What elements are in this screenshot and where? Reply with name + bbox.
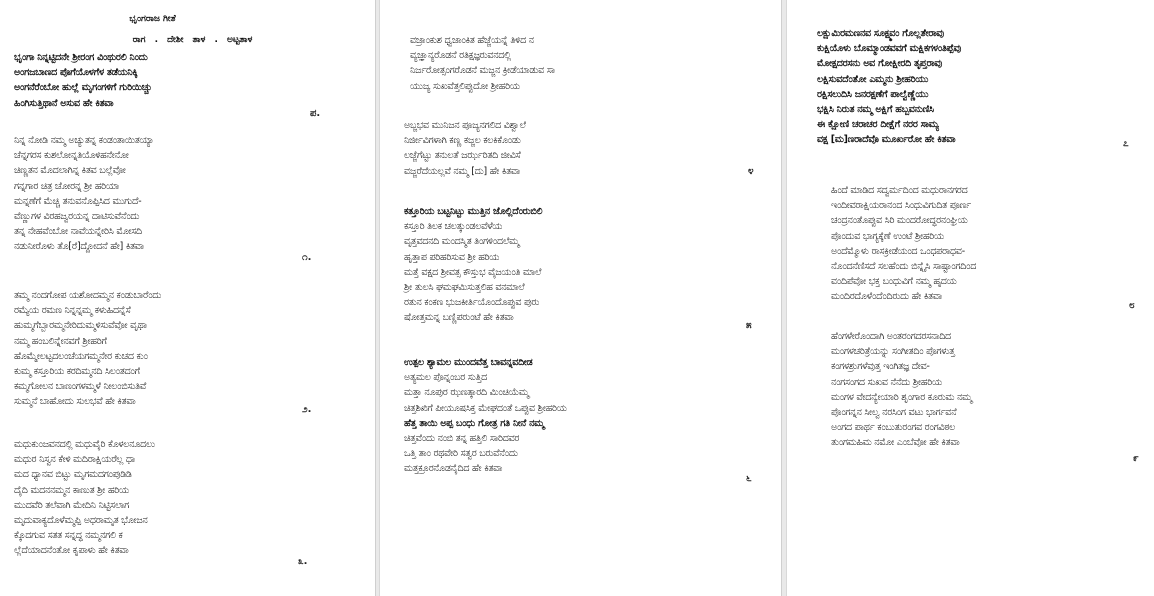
verse-line: ಮಧುರ ನಿಸ್ವನ ಕೇಳಿ ಮದಿರಾಕ್ಷಿಯರೆಲ್ಲ ಧಾ <box>14 454 136 466</box>
verse-line: ಹುಮ್ಮಗೆಬ್ಬಾರಮ್ಮನೇರಿದುಮ್ಮಳಿಸುವೆವೋ ವೃಥಾ <box>14 320 147 332</box>
verse-line: ಅಂದೆಮ್ಮೊಳು ರಾಸಕ್ರೀಡೆಯಂದ ಒಂಧಪರಾಧವ- <box>831 245 965 257</box>
verse-line: ನಡುನೀರೊಳು ತೊ[ರೆ]ದ್ದೋದನೆ ಹೇ] ಕಿತವಾ <box>14 241 144 253</box>
verse-line: ಮತ್ತೆ ವಕ್ಷದ ಶ್ರೀವತ್ಸ ಕೌಸ್ತುಭ ವೈಜಯಂತಿ ಮಾಲೆ <box>404 266 542 278</box>
verse-line: ಪೊಂಗನ್ನನ ಸೀಲ್ವ ನರಸಿಂಗ ವಟು ಭಾರ್ಗವನೆ <box>831 407 957 419</box>
stanza-6 <box>404 355 567 477</box>
verse-line: ಉತ್ಪಲ ಶ್ಯಾಮಲ ಮುಂದವೆತ್ತ ಬಾವನ್ನವದೀಡ <box>404 357 533 368</box>
verse-line: ಒತ್ತಿ ತಾಂ ರಥವೇರಿ ಸತ್ವರ ಬರುವೆನೆಂದು <box>404 448 518 460</box>
verse-line: ಚಂದ್ರನಂತೊಪ್ಪುವ ಸಿರಿ ಮಂದರೋದ್ಧರನಂಘ್ರಿಯ <box>831 215 968 227</box>
verse-line: ಕಮ್ಮಗೋಲನ ಬಾಣಂಗಳಮ್ಮಳೆ ನೀಲಂಬಿಸುತಿವೆ <box>14 381 147 393</box>
verse-line: ಇಂದೀವರಾಕ್ಷಿಯರಾನಂದ ಸಿಂಧುವಿಗುದಿತ ಪೂರ್ಣ <box>831 200 971 212</box>
verse-line: ಅತ್ಯಮಲ ಪೊನ್ನಂಬರ ಸುತ್ತಿದ <box>404 372 487 384</box>
verse-line: ಮುದವೆರಿ ತಲೆವಾಗಿ ಮೇದಿನಿ ನಿಟ್ಟಿಸಲಾಗ <box>14 499 130 511</box>
verse-line: ಮಂದಿರದೊಳೆಂದೆಂದಿರುದು ಹೇ ಕಿತವಾ <box>831 291 942 303</box>
verse-line: ಹೆತ್ತ ತಾಯಿ ಅಪ್ಪ ಬಂಧು ಗೋತ್ರ ಗತಿ ನೀನೆ ನಮ್ಮ <box>404 417 545 429</box>
stanza-1 <box>14 133 154 255</box>
verse-line: ಲಕ್ಷಿಸುವದೆಂತೋ ಎಮ್ಮನು ಶ್ರೀಹರಿಯು <box>817 73 929 85</box>
song-title: ಭೃಂಗರಾಜ ಗೀತೆ <box>129 14 176 24</box>
verse-line: ಹಿಂಗಿಸುತ್ತಿಥಾನೆ ಅಸುವ ಹೇ ಕಿತವಾ <box>14 97 114 109</box>
verse-line: ತನ್ನ ನೇಹವೆಂಬೋ ನಾವೆಯನ್ನೇರಿಸಿ ಮೋಸದಿ <box>14 226 142 238</box>
verse-line: ಮತ್ತಾ ನೂಪುರ ಝಣತ್ಕಾರದಿ ಮಿಂಚಿಯೆಮ್ಮ <box>404 387 529 399</box>
verse-line: ಮೃದುವಾಕ್ಯದೊಳೆಮ್ಮಪ್ಪಿ ಅಧರಾಮೃತ ಭೋಜನ <box>14 515 148 527</box>
stanza-8 <box>831 183 976 305</box>
verse-line: ದೈದಿ ಮದನನಮ್ಮನ ಕಾಣುತ ಶ್ರೀ ಹರಿಯ <box>14 484 129 496</box>
verse-line: ಭೃಂಗಾ ನಿನ್ನಟ್ಟಿದನೇ ಶ್ರೀರಂಗ ವಿಂಥುರಲಿ ನಿಂದು <box>14 52 148 63</box>
verse-line: ಅಬ್ಜಭವ ಮುನಿಜನ ಪೂಜ್ಯನಗಲಿದ ವಿಶ್ವಾಲೆ <box>404 120 526 131</box>
verse-line: ವಜ್ರಾಂಕುಶ ಧ್ವಜಾಂಕಿತ ಹೆಜ್ಜೆಯನ್ನೆ ತಿಳಿದ ನ <box>410 35 534 46</box>
verse-line: ಚಿತ್ತವೆಂದು ನಂಬಿ ತನ್ನ ಹತ್ತಿಲಿ ಸಾರಿದವರ <box>404 433 520 445</box>
page-left <box>0 0 376 596</box>
verse-line: ಹೆಂಗಳೇರೊಂದಾಗಿ ಅಂತರಂಗದರಸನಾದಿದ <box>831 331 951 342</box>
verse-line: ಶ್ರೀ ತುಲಸಿ ಘಮಘಮಿಸುತ್ತಲಿಹ ವನಮಾಲೆ <box>404 282 525 294</box>
verse-line: ವಂದಿಪೆವೋ ಭಕ್ತ ಬಂಧುವಿಗೆ ನಮ್ಮ ಹೃದಯ <box>831 276 957 288</box>
verse-line: ನಮ್ಮ ಹಂಬಲಿನ್ನೇನವಗೆ ಶ್ರೀಹರಿಗೆ <box>14 335 107 347</box>
page-middle <box>379 0 782 596</box>
verse-line: ಹೊಮ್ಮೇಲಟ್ಟದಲಂಚೆಯಗಮ್ಮನೇರ ಕುಚದ ಕುಂ <box>14 350 148 362</box>
raga-tala-line: ರಾಗ . ದೇಶೀ ತಾಳ . ಅಟ್ಟತಾಳ <box>132 35 253 45</box>
verse-line: ನಿನ್ನ ನೋಡಿ ನಮ್ಮ ಅಚ್ಯುತನ್ನ ಕಂಡಂತಾಯಿತಯ್ಯಾ <box>14 135 154 146</box>
verse-line: ರಮ್ಯೆಯ ರಮಣ ನಿನ್ನನ್ನಮ್ಮ ಕಳುಹಿದನ್ನೆಸೆ <box>14 305 131 317</box>
verse-line: ಕಸ್ತೂರಿ ತಿಲಕ ಚಲತ್ಕುಂಡಲವೆಳೆಯ <box>404 221 503 233</box>
verse-line: ಚಿಣ್ಣತನ ಮೊದಲಾಗಿನ್ನ ಕಿತವ ಬಲ್ಲೆವೋ <box>14 165 126 177</box>
verse-line: ಮಂಗಳ ವೇದನ್ಯೇಯಾರಿ ಶೃಂಗಾರ ಕೂರುಮ ನಮ್ಮ <box>831 391 972 403</box>
verse-line: ಮತ್ತಕ್ರೂರನೊಡನೈದಿದ ಹೇ ಕಿತವಾ <box>404 463 503 475</box>
verse-line: ಮಂಗಳಚರಿತ್ರೆಯನ್ನು ಸಂಗೀತದಿಂ ಪೊಗಳುತ್ತ <box>831 346 955 358</box>
verse-line: ಅಂಗಜಬಾಣದ ಪೊಗೆಯೊಳಗೆಳ ತಡೆಯನಿಕ್ಕಿ <box>14 67 138 79</box>
verse-line: ಮದ ಧ್ಯಾನವ ಬಿಟ್ಟು ಮೃಗಮದಗಂಪುಡಿಡಿ <box>14 469 132 481</box>
stanza-number: ೫ <box>746 320 752 331</box>
verse-line: ಲಜ್ಜೆಗೆಟ್ಟು ತನುಲತೆ ಜರ್ಝರಿತದಿ ಜೀವಿಸೆ <box>404 150 521 162</box>
stanza-number: ೧. <box>302 252 312 263</box>
stanza-number: ೬ <box>746 473 752 484</box>
verse-line: ಹೃತ್ತಾಪ ಪರಿಹರಿಸುವ ಶ್ರೀ ಹರಿಯ <box>404 251 500 263</box>
verse-line: ಷೋತ್ತಮನ್ನ ಬಣ್ಣಿಪರುಂಟೆ ಹೇ ಕಿತವಾ <box>404 312 514 324</box>
stanza-number: ೨. <box>302 404 312 415</box>
verse-line: ಕಂಗಳಶ್ರುಗಳೆವುತ್ತ ಇಂಗಿತಜ್ಞ ದೇವ- <box>831 361 930 373</box>
verse-line: ಈ ಕ್ಷೋಣಿ ಚರಾಚರ ದೀಕ್ಷೆಗೆ ನರರ ಸಾಮ್ಯ <box>817 119 939 131</box>
verse-line: ಯುಜ್ಯ ಸುಖವೆತ್ತಲಿಪ್ಪುದೋ ಶ್ರೀಹರಿಯ <box>410 80 520 92</box>
stanza-5 <box>404 204 542 326</box>
stanza-number: ಪ. <box>310 108 321 119</box>
verse-line: ಲ್ಲೆದೆಯಾದನೆಂತೋ ಕೃಪಾಳು ಹೇ ಕಿತವಾ <box>14 545 129 557</box>
stanza-number: ೩. <box>298 556 308 567</box>
verse-line: ಮನ್ನಣೆಗೆ ಮೆಚ್ಚಿ ತನುವನೊಪ್ಪಿಸಿದ ಮುಗುದೆ- <box>14 195 142 207</box>
stanza-3-continued <box>410 33 555 94</box>
stanza-2 <box>14 288 161 410</box>
stanza-number: ೪ <box>748 166 754 177</box>
verse-line: ನಂಗಸಂಗದ ಸುಖವ ನೆನೆದು ಶ್ರೀಹರಿಯ <box>831 376 942 388</box>
stanza-number: ೮ <box>1129 300 1135 311</box>
verse-line: ಕುಕ್ಷಿಯೊಳು ಬೊಮ್ಮಾಂಡವವಗೆ ಮಕ್ಷಿಕಗಳಂತಿಪ್ಪೆವು <box>817 43 962 55</box>
verse-line: ಅಂಗನೆರೆಂಬೋ ಹುಲ್ಲೆ ಮೃಗಂಗಳಿಗೆ ಗುರಿಯಿಚ್ಚು <box>14 82 152 94</box>
verse-line: ವೆಣ್ಣುಗಳ ವಿರಹಜ್ವರಯನ್ನ ದಾಟಿಸುವೆನೆಂದು <box>14 211 140 223</box>
verse-line: ಪೊಂದುವ ಭಾಗ್ಯಕ್ಕೆಣೆ ಉಂಟೆ ಶ್ರೀಹರಿಯ <box>831 230 944 242</box>
verse-line: ತಮ್ಮ ನಂದಗೋಪ ಯಶೋದಮ್ಮನ ಕಂಡುಬಾರೆಂದು <box>14 290 162 301</box>
verse-line: ನೊಂದನೆಣಿಸದೆ ಸಲಹೆಂದು ಬಿನ್ನೈಸಿ ಸಾಷ್ಟಾಂಗದಿಂದ <box>831 261 977 273</box>
verse-line: ಹಿಂದೆ ಮಾಡಿದ ಸದ್ವರ್ಮದಿಂದ ಮಧುರಾನಗರದ <box>831 185 968 196</box>
verse-line: ವಜ್ಜರೆದೆಯಲ್ಲವೆ ನಮ್ಮ [ದು] ಹೇ ಕಿತವಾ <box>404 165 520 177</box>
stanza-number: ೭ <box>1123 138 1129 149</box>
verse-line: ರಕ್ಷಿಸಲುದಿಸಿ ಜನರಕ್ಷಣೆಗೆ ಪಾಲ್ವೆಣ್ಣೆಯು <box>817 88 929 100</box>
stanza-9 <box>831 329 972 451</box>
verse-line: ಗನ್ನಗಾರ ಚಿತ್ರ ಚೋರನ್ನ ಶ್ರೀ ಹರಿಯಾ <box>14 180 120 192</box>
verse-line: ಅಂಗದ ಪಾರ್ಥ ಕಂಬುತುರಂಗವ ರಂಗವಿಠಲ <box>831 422 955 434</box>
stanza-3 <box>14 437 155 559</box>
verse-line: ಮೋಕ್ಷದರಸನು ಅವ ಗೋಕ್ಷೀರದಿ ತೃಪ್ತರಾವು <box>817 58 942 70</box>
verse-line: ವೃತ್ತವದನದಿ ಮಂದಸ್ಮಿತ ತಿಂಗಳಿಂದಲೆಮ್ಮ <box>404 236 520 248</box>
stanza-7 <box>817 26 961 148</box>
verse-line: ವ್ಯಜ್ಞಾನ್ಯರೊಡನೆ ರತಿಕ್ಷಜ್ಞರುವನದಲ್ಲಿ <box>410 50 511 62</box>
verse-line: ಕ್ಕೊದಗುವ ಸತತ ಸನ್ನದ್ಧ ನಮ್ಮನಗಲಿ ಕ <box>14 530 123 542</box>
verse-line: ಲಕ್ಷುಮಿರಮಣನವ ಸೂಕ್ಷ್ಮವಂ ಗೊಲ್ಲತೇರಾವು <box>817 28 944 39</box>
verse-line: ಸುಮ್ಮನೆ ಬಾಹೋದು ಸುಲಭವೆ ಹೇ ಕಿತವಾ <box>14 396 136 408</box>
verse-line: ರತುನ ಕಂಕಣ ಭುಜಕೀರ್ತಿಯೊಂದೊಪ್ಪುವ ಪುರು <box>404 297 540 309</box>
verse-line: ನಿರ್ಜೀವಿಗಳಾಗಿ ಕಣ್ಣ ಕಜ್ಜಲ ಕಲಕಿಕೊಂಡು <box>404 135 521 147</box>
verse-line: ಚಿತ್ತಶಿಖಿಗೆ ಪೀಯೂಷಸಿಕ್ತ ಮೇಘದಂತೆ ಒಪ್ಪುವ ಶ್ರೀಹರಿಯ <box>404 402 567 414</box>
page-right <box>786 0 1154 596</box>
verse-line: ನಿರ್ಜರೋತ್ಸಂಗರೊಡನೆ ಮಜ್ಜನ ಕ್ರೀಡೆಯಾಡುವ ಸಾ <box>410 65 555 77</box>
verse-line: ಭಕ್ಷಿಸಿ ನಿರುತ ನಮ್ಮ ಅಕ್ಷಿಗೆ ಹಬ್ಬವನುಣಿಸಿ <box>817 104 934 116</box>
verse-line: ಮಧುಕುಂಜವನದಲ್ಲಿ ಮಧುವೈರಿ ಕೊಳಲನೂದಲು <box>14 439 155 450</box>
stanza-pallavi <box>14 50 152 111</box>
verse-line: ಚೆನ್ನಗರಸ ಕುಶಲೋನ್ನತಿಯೊಳಿಹನೇನೋ <box>14 150 129 162</box>
verse-line: ವಕ್ಷ [ಮ]ಣರಾದೆವೊ ಮೂರ್ಖರೋ ಹೇ ಕಿತವಾ <box>817 134 956 146</box>
verse-line: ಕುಮ್ಮ ಕಸ್ತೂರಿಯ ಕರದಿಮ್ಮನದಿ ಸಿಲಂತದಂಗೆ <box>14 366 140 378</box>
verse-line: ಕತ್ತೂರಿಯ ಬಟ್ಟನಿಟ್ಟು ಮುತ್ತಿನ ಜೊಲ್ಲಿದೆಂರುಬಿಲಿ <box>404 206 543 217</box>
verse-line: ತುಂಗಮಹಿಮ ನಮೋ ಎಂಬೆವೋ ಹೇ ಕಿತವಾ <box>831 437 960 449</box>
stanza-number: ೯ <box>1133 453 1139 464</box>
stanza-4 <box>404 118 526 179</box>
